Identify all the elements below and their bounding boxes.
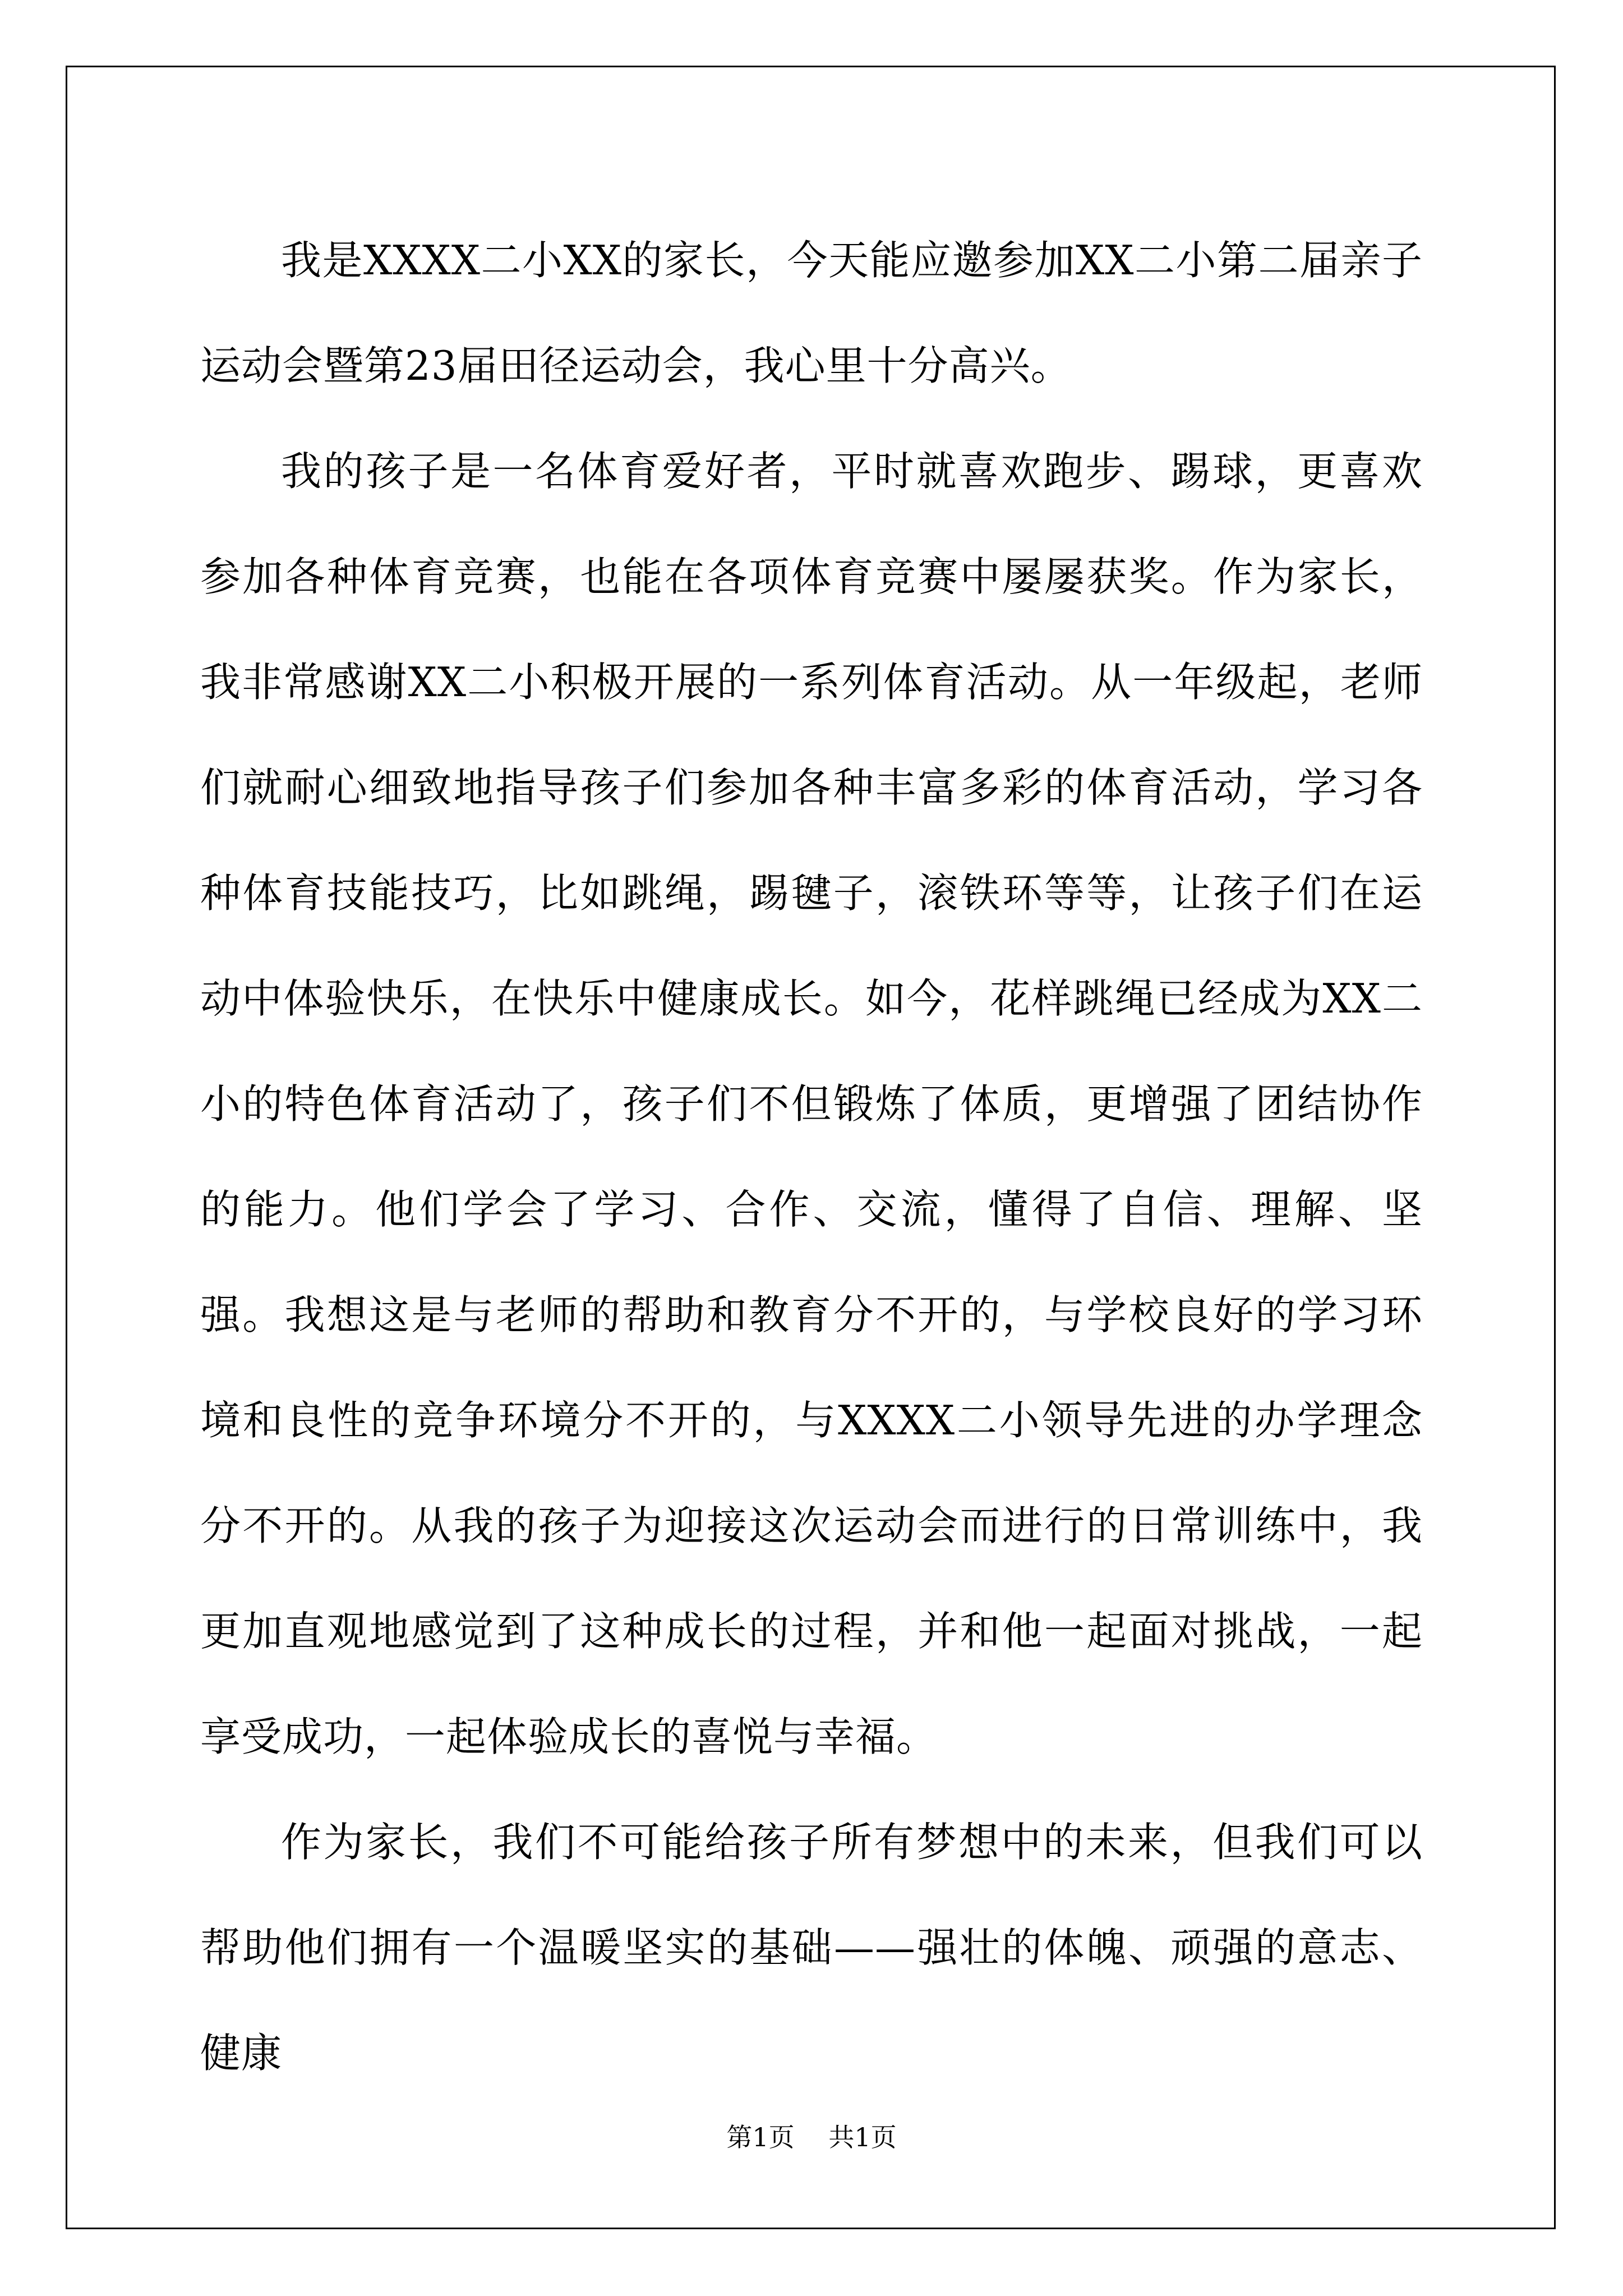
paragraph-3: 作为家长，我们不可能给孩子所有梦想中的未来，但我们可以帮助他们拥有一个温暖坚实的基础——强壮的体魄、顽强的意志、健康 xyxy=(200,1819,1423,2077)
paragraph-1: 我是XXXX二小XX的家长，今天能应邀参加XX二小第二届亲子运动会暨第23届田径运动会，我心里十分高兴。 xyxy=(200,237,1423,389)
paragraph-2: 我的孩子是一名体育爱好者，平时就喜欢跑步、踢球，更喜欢参加各种体育竞赛，也能在各项体育竞赛中屡屡获奖。作为家长，我非常感谢XX二小积极开展的一系列体育活动。从一年级起，老师们就耐心细致地指导孩子们参加各种丰富多彩的体育活动，学习各种体育技能技巧，比如跳绳，踢毽子，滚铁环等等，让孩子们在运动中体验快乐，在快乐中健康成长。如今，花样跳绳已经成为XX二小的特色体育活动了，孩子们不但锻炼了体质，更增强了团结协作的能力。他们学会了学习、合作、交流，懂得了自信、理解、坚强。我想这是与老师的帮助和教育分不开的，与学校良好的学习环境和良性的竞争环境分不开的，与XXXX二小领导先进的办学理念分不开的。从我的孩子为迎接这次运动会而进行的日常训练中，我更加直观地感觉到了这种成长的过程，并和他一起面对挑战，一起享受成功，一起体验成长的喜悦与幸福。 xyxy=(200,448,1423,1760)
page-number-total: 共1页 xyxy=(828,2122,897,2152)
page-footer xyxy=(0,2117,1623,2154)
document-body xyxy=(200,208,1423,2106)
page-number-current: 第1页 xyxy=(726,2122,795,2152)
